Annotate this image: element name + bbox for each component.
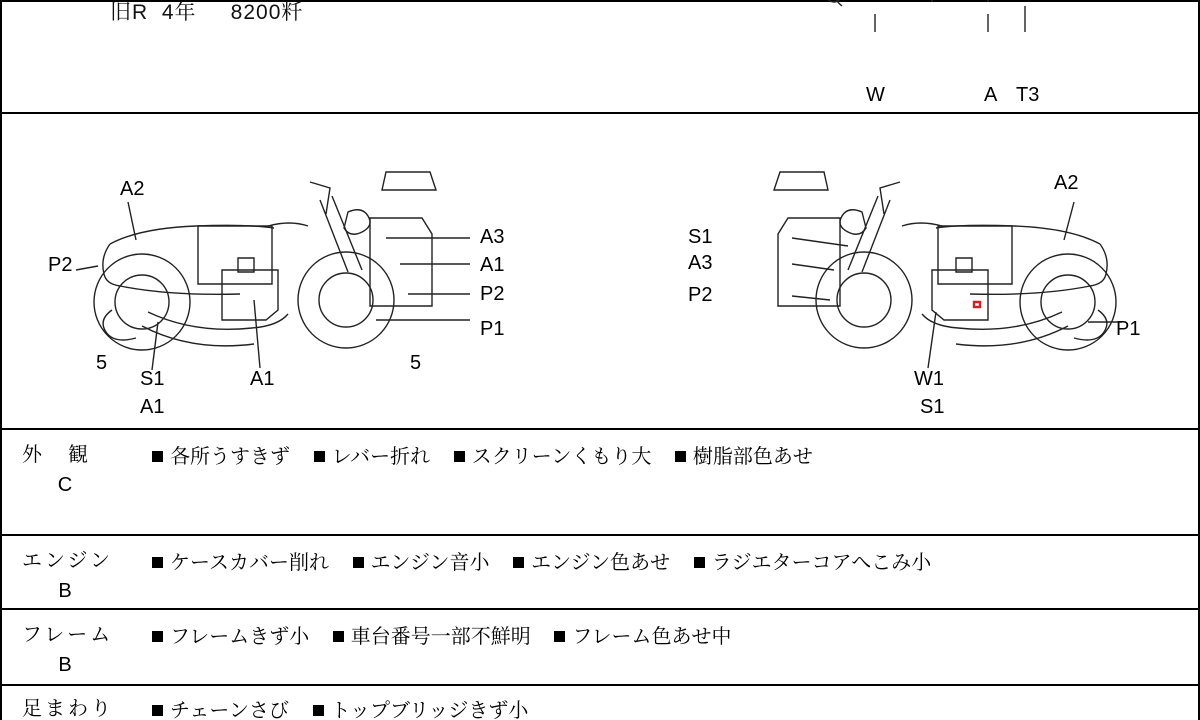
table-row bbox=[0, 430, 1200, 534]
list-item bbox=[152, 546, 329, 575]
right-label-s1: S1 bbox=[688, 226, 713, 248]
item-label: フレーム色あせ中 bbox=[572, 626, 732, 648]
square-bullet-icon bbox=[152, 557, 163, 568]
left-label-a2: A2 bbox=[120, 178, 145, 200]
square-bullet-icon bbox=[152, 631, 163, 642]
header-note: 旧R 4年 8200粁 bbox=[110, 1, 304, 24]
square-bullet-icon bbox=[314, 451, 325, 462]
list-item bbox=[152, 440, 290, 469]
top-rear-view-diagram bbox=[820, 0, 1120, 80]
row-items bbox=[152, 620, 750, 649]
left-label-5b: 5 bbox=[410, 352, 422, 374]
right-label-p2: P2 bbox=[688, 284, 713, 306]
item-label: レバー折れ bbox=[331, 446, 431, 468]
list-item bbox=[353, 546, 490, 575]
list-item bbox=[513, 546, 670, 575]
list-item bbox=[152, 694, 289, 720]
left-label-a1: A1 bbox=[480, 254, 505, 276]
right-label-w1: W1 bbox=[914, 368, 944, 390]
left-label-a1c: A1 bbox=[250, 368, 275, 390]
square-bullet-icon bbox=[353, 557, 364, 568]
left-label-5a: 5 bbox=[96, 352, 108, 374]
square-bullet-icon bbox=[313, 705, 324, 716]
row-category-name: 外 観 bbox=[22, 444, 91, 466]
top-diagram-label-a: A bbox=[984, 84, 998, 106]
row-items bbox=[152, 694, 546, 720]
table-row bbox=[0, 536, 1200, 608]
row-category-name: エンジン bbox=[22, 550, 113, 572]
row-grade: B bbox=[58, 580, 72, 602]
item-label: チェーンさび bbox=[170, 700, 289, 720]
list-item bbox=[313, 694, 529, 720]
item-label: 樹脂部色あせ bbox=[692, 446, 813, 468]
table-row bbox=[0, 610, 1200, 684]
item-label: エンジン音小 bbox=[370, 552, 490, 574]
row-category bbox=[22, 620, 142, 680]
item-label: スクリーンくもり大 bbox=[471, 446, 652, 468]
list-item bbox=[694, 546, 932, 575]
item-label: トップブリッジきず小 bbox=[330, 700, 529, 720]
left-label-p2: P2 bbox=[48, 254, 73, 276]
list-item bbox=[152, 620, 309, 649]
square-bullet-icon bbox=[152, 705, 163, 716]
left-label-a3: A3 bbox=[480, 226, 505, 248]
row-items bbox=[152, 546, 949, 575]
list-item bbox=[675, 440, 813, 469]
list-item bbox=[554, 620, 731, 649]
top-diagram-label-t3: T3 bbox=[1016, 84, 1040, 106]
item-label: エンジン色あせ bbox=[531, 552, 671, 574]
list-item bbox=[454, 440, 652, 469]
square-bullet-icon bbox=[675, 451, 686, 462]
row-grade: B bbox=[58, 654, 72, 676]
right-label-a3: A3 bbox=[688, 252, 713, 274]
item-label: 車台番号一部不鮮明 bbox=[350, 626, 531, 648]
left-label-a1b: A1 bbox=[140, 396, 165, 418]
square-bullet-icon bbox=[513, 557, 524, 568]
square-bullet-icon bbox=[152, 451, 163, 462]
table-row bbox=[0, 686, 1200, 720]
top-diagram-label-w: W bbox=[866, 84, 885, 106]
item-label: ケースカバー削れ bbox=[170, 552, 329, 574]
row-grade: C bbox=[57, 474, 73, 496]
square-bullet-icon bbox=[694, 557, 705, 568]
row-items bbox=[152, 440, 831, 469]
right-label-s1b: S1 bbox=[920, 396, 945, 418]
divider-header-bottom bbox=[0, 112, 1200, 114]
right-label-a2: A2 bbox=[1054, 172, 1079, 194]
square-bullet-icon bbox=[333, 631, 344, 642]
row-category bbox=[22, 440, 142, 500]
item-label: フレームきず小 bbox=[170, 626, 310, 648]
left-label-p1: P1 bbox=[480, 318, 505, 340]
square-bullet-icon bbox=[454, 451, 465, 462]
item-label: ラジエターコアへこみ小 bbox=[711, 552, 932, 574]
right-label-p1: P1 bbox=[1116, 318, 1141, 340]
left-label-p2b: P2 bbox=[480, 283, 505, 305]
left-label-s1: S1 bbox=[140, 368, 165, 390]
row-category bbox=[22, 694, 142, 720]
item-label: 各所うすきず bbox=[170, 446, 290, 468]
row-category-name: 足まわり bbox=[22, 698, 114, 720]
list-item bbox=[333, 620, 531, 649]
row-category bbox=[22, 546, 142, 606]
list-item bbox=[314, 440, 431, 469]
square-bullet-icon bbox=[554, 631, 565, 642]
row-category-name: フレーム bbox=[22, 624, 114, 646]
